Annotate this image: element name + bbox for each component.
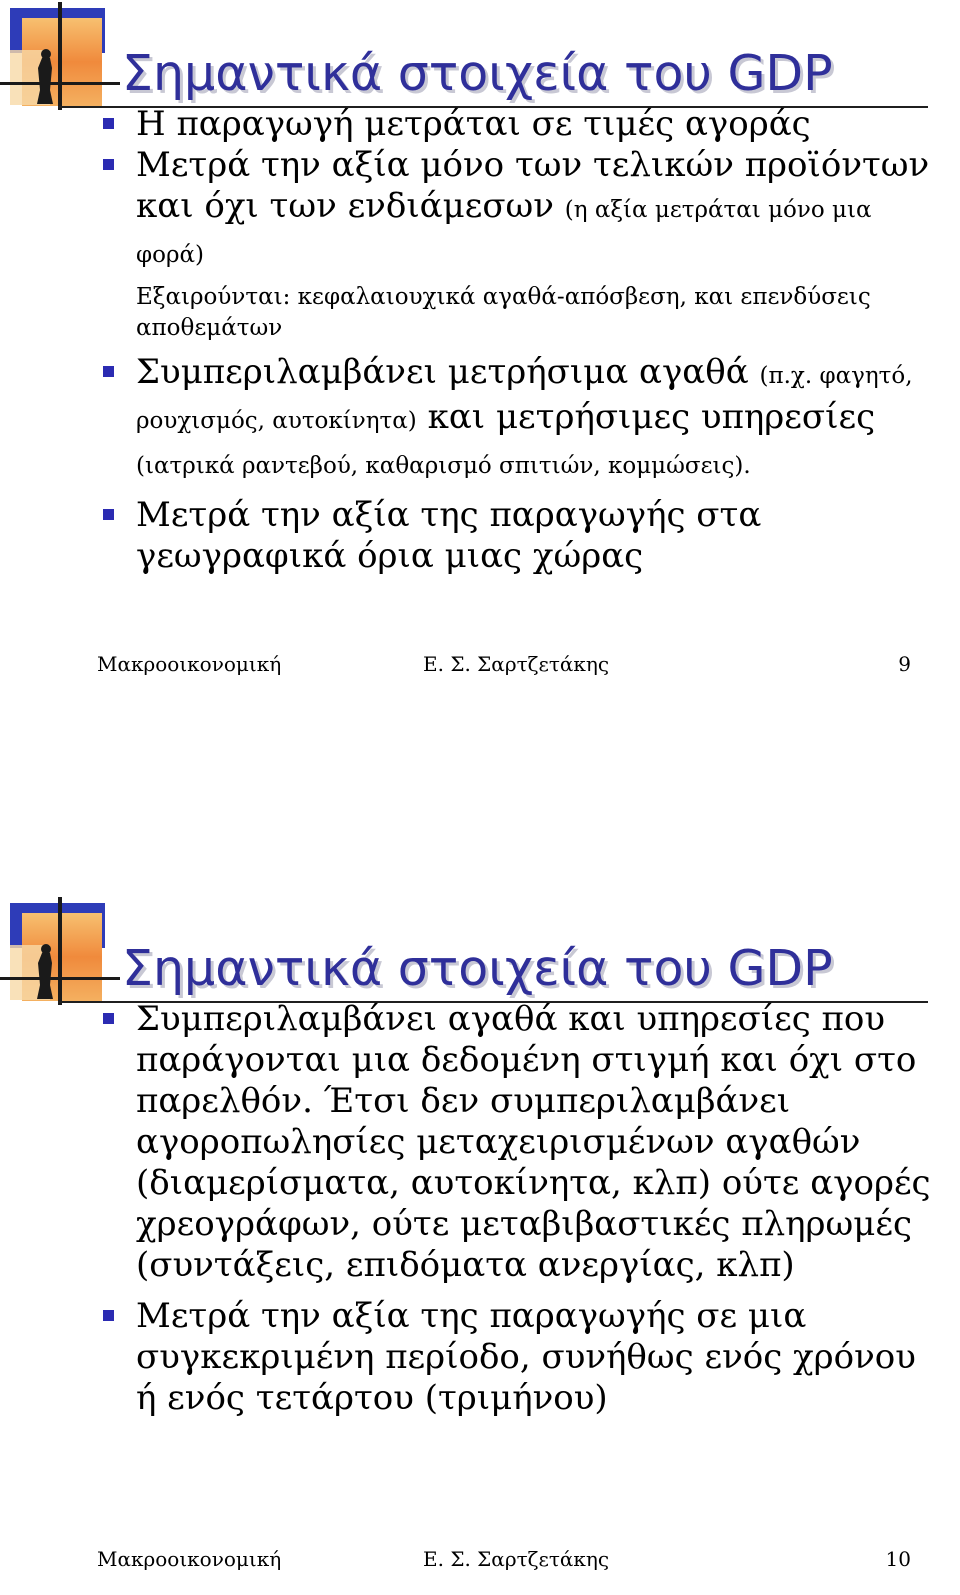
square-bullet-icon	[103, 1013, 114, 1024]
list-item	[103, 1296, 943, 1419]
bullet-text: Μετρά την αξία της παραγωγής σε μια συγκεκριμένη περίοδο, συνήθως ενός χρόνου ή ενός τετάρτου (τριμήνου)	[136, 1296, 916, 1418]
square-bullet-icon	[103, 366, 114, 377]
sunset-figure-logo-icon	[0, 0, 130, 115]
square-bullet-icon	[103, 1310, 114, 1321]
slide-10	[0, 895, 960, 1595]
square-bullet-icon	[103, 509, 114, 520]
list-item	[103, 495, 943, 577]
bullet-text: Συμπεριλαμβάνει μετρήσιμα αγαθά	[136, 352, 749, 392]
list-item	[103, 104, 943, 145]
footer-author: Ε. Σ. Σαρτζετάκης	[423, 1547, 610, 1571]
bullet-text: και μετρήσιμες υπηρεσίες	[427, 397, 876, 437]
footer-course: Μακροοικονομική	[97, 652, 282, 676]
list-item	[103, 145, 943, 344]
slide-title: Σημαντικά στοιχεία του GDP	[122, 940, 833, 997]
bullet-list	[103, 999, 943, 1429]
footer-author: Ε. Σ. Σαρτζετάκης	[423, 652, 610, 676]
bullet-note: Εξαιρούνται: κεφαλαιουχικά αγαθά-απόσβεση, και επενδύσεις αποθεμάτων	[136, 284, 871, 341]
bullet-text: Συμπεριλαμβάνει αγαθά και υπηρεσίες που παράγονται μια δεδομένη στιγμή και όχι στο παρελθόν. Έτσι δεν συμπεριλαμβάνει αγοροπωλησίες μεταχειρισμένων αγαθών (διαμερίσματα, αυτοκίνητα, κλπ) ούτε αγορές χρεογράφων, ούτε μεταβιβαστικές πληρωμές (συντάξεις, επιδόματα ανεργίας, κλπ)	[136, 999, 931, 1285]
list-item	[103, 999, 943, 1286]
slide-9	[0, 0, 960, 700]
bullet-aside: (η αξία μετράται μόνο μια φορά)	[136, 197, 872, 268]
footer-course: Μακροοικονομική	[97, 1547, 282, 1571]
bullet-text: Μετρά την αξία μόνο των τελικών προϊόντων και όχι των ενδιάμεσων	[136, 145, 930, 226]
slide-title: Σημαντικά στοιχεία του GDP	[122, 45, 833, 102]
bullet-aside: (π.χ. φαγητό, ρουχισμός, αυτοκίνητα)	[136, 363, 913, 434]
bullet-list	[103, 104, 943, 577]
square-bullet-icon	[103, 159, 114, 170]
list-item	[103, 352, 943, 487]
page-number: 10	[885, 1547, 911, 1571]
square-bullet-icon	[103, 118, 114, 129]
bullet-aside: (ιατρικά ραντεβού, καθαρισμό σπιτιών, κομμώσεις).	[136, 453, 751, 479]
slide-footer	[0, 1546, 960, 1572]
slide-footer	[0, 651, 960, 677]
page-number: 9	[898, 652, 911, 676]
bullet-text: Η παραγωγή μετράται σε τιμές αγοράς	[136, 104, 811, 144]
bullet-text: Μετρά την αξία της παραγωγής στα γεωγραφικά όρια μιας χώρας	[136, 495, 762, 576]
sunset-figure-logo-icon	[0, 895, 130, 1010]
